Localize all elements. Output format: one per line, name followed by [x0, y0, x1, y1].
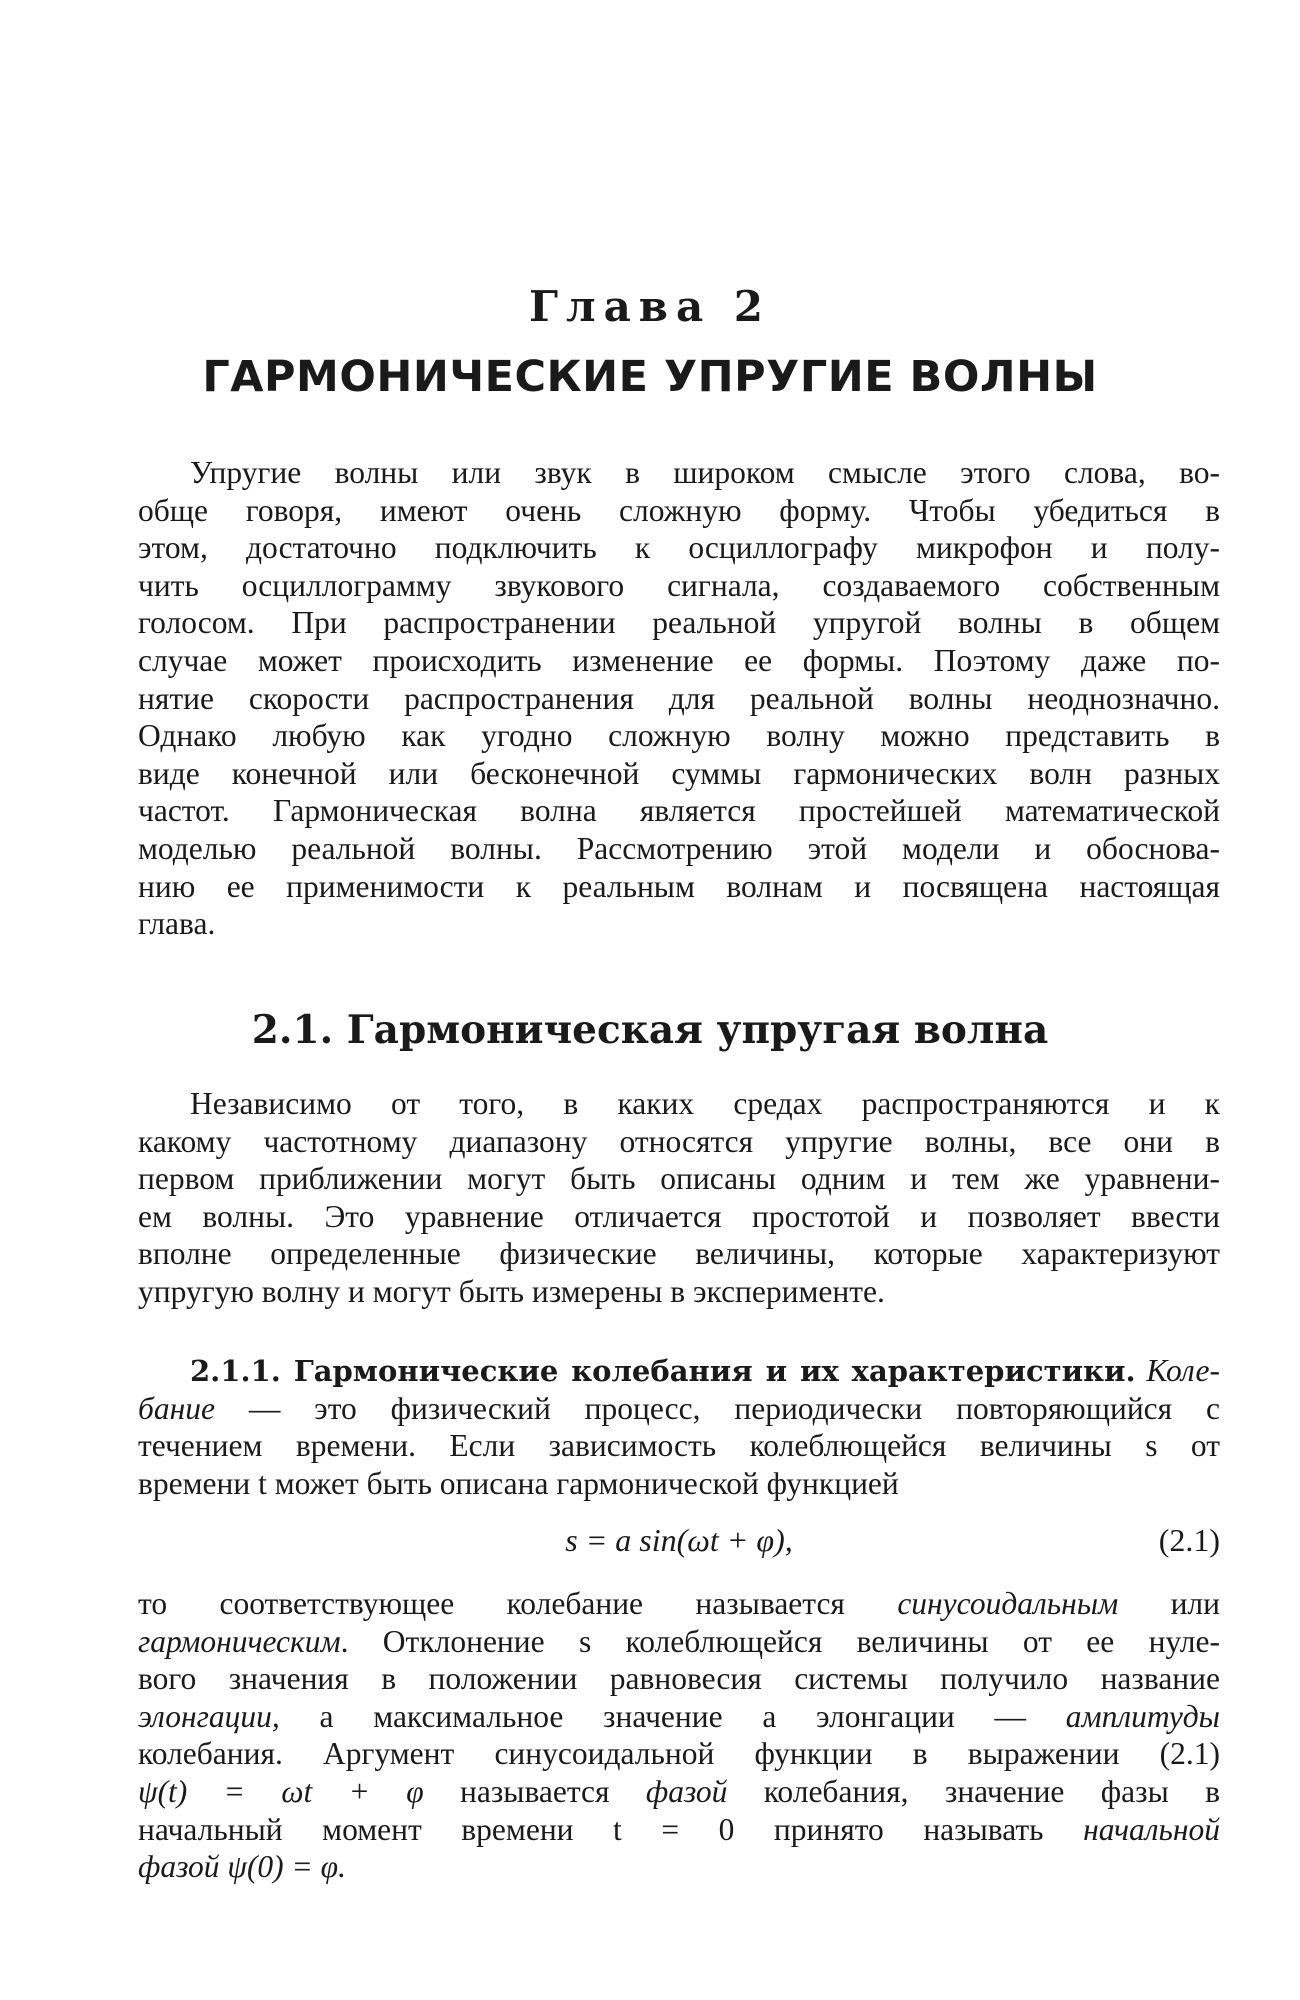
intro-line: обще говоря, имеют очень сложную форму. Чтобы убедиться в — [138, 492, 1220, 528]
italic-term: Коле- — [1146, 1353, 1220, 1388]
subsection-line — [138, 1352, 1220, 1390]
section-line: упругую волну и могут быть измерены в эксперименте. — [138, 1273, 885, 1309]
section-line: ем волны. Это уравнение отличается простотой и позволяет ввести — [138, 1198, 1220, 1234]
section-line: первом приближении могут быть описаны одним и тем же уравнени- — [138, 1161, 1220, 1197]
paragraph-line — [138, 1848, 1220, 1886]
section-heading: 2.1. Гармоническая упругая волна — [251, 1007, 1049, 1053]
intro-line: моделью реальной волны. Рассмотрению этой модели и обоснова- — [138, 830, 1220, 866]
text-fragment: или — [1118, 1586, 1220, 1621]
italic-term: фазой — [645, 1773, 728, 1809]
paragraph-line — [138, 1585, 1220, 1623]
text-fragment: то соответствующее колебание называется — [138, 1586, 898, 1621]
paragraph-line — [138, 1623, 1220, 1661]
section-paragraph — [138, 1085, 1220, 1311]
italic-term: амплитуды — [1065, 1698, 1220, 1734]
intro-line: этом, достаточно подключить к осциллографу микрофон и полу- — [138, 530, 1220, 566]
intro-line: нятие скорости распространения для реальной волны неоднозначно. — [138, 680, 1220, 716]
intro-line: чить осциллограмму звукового сигнала, создаваемого собственным — [138, 567, 1220, 603]
intro-line: нию ее применимости к реальным волнам и посвящена настоящая — [138, 868, 1220, 904]
subsection-line: течением времени. Если зависимость колеблющейся величины s от — [138, 1428, 1220, 1464]
intro-line: голосом. При распространении реальной упругой волны в общем — [138, 605, 1220, 641]
paragraph-line — [138, 1698, 1220, 1736]
italic-term: синусоидальным — [897, 1586, 1119, 1621]
intro-paragraph — [138, 454, 1220, 943]
text-fragment: а максимальное значение a элонгации — — [279, 1698, 1066, 1734]
paragraph-line — [138, 1811, 1220, 1849]
equation-number: (2.1) — [1158, 1522, 1220, 1558]
text-fragment: называется — [423, 1773, 646, 1809]
paragraph-line: колебания. Аргумент синусоидальной функции в выражении (2.1) — [138, 1736, 1220, 1772]
text-fragment: колебания, значение фазы в — [727, 1773, 1220, 1809]
chapter-label: Глава 2 — [528, 282, 772, 331]
italic-term: фазой — [138, 1849, 220, 1885]
chapter-title: ГАРМОНИЧЕСКИЕ УПРУГИЕ ВОЛНЫ — [202, 352, 1098, 402]
subsection-line: времени t может быть описана гармонической функцией — [138, 1465, 899, 1501]
italic-term: начальной — [1083, 1811, 1220, 1847]
intro-line: случае может происходить изменение ее формы. Поэтому даже по- — [138, 642, 1220, 678]
italic-term: бание — [138, 1390, 215, 1426]
subsection-paragraph — [138, 1352, 1220, 1502]
paragraph-line: вого значения в положении равновесия системы получило название — [138, 1661, 1220, 1697]
math-inline: ψ(0) = φ. — [219, 1849, 346, 1885]
equation — [138, 1522, 1220, 1566]
subsection-title: 2.1.1. Гармонические колебания и их характеристики. — [190, 1354, 1136, 1388]
italic-term: гармоническим — [138, 1623, 341, 1659]
intro-line: глава. — [138, 906, 216, 942]
text-fragment: начальный момент времени t = 0 принято называть — [138, 1811, 1084, 1847]
section-line: Независимо от того, в каких средах распространяются и к — [190, 1086, 1220, 1121]
intro-line: виде конечной или бесконечной суммы гармонических волн разных — [138, 755, 1220, 791]
after-equation-paragraph — [138, 1585, 1220, 1886]
italic-term: элонгации, — [138, 1698, 280, 1734]
paragraph-line — [138, 1773, 1220, 1811]
section-line: вполне определенные физические величины, которые характеризуют — [138, 1236, 1220, 1272]
section-line: какому частотному диапазону относятся упругие волны, все они в — [138, 1123, 1220, 1159]
math-inline: ψ(t) = ωt + φ — [138, 1773, 424, 1809]
intro-line: Однако любую как угодно сложную волну можно представить в — [138, 718, 1220, 754]
intro-line: частот. Гармоническая волна является простейшей математической — [138, 793, 1220, 829]
intro-line: Упругие волны или звук в широком смысле этого слова, во- — [190, 455, 1220, 490]
text-fragment: — это физический процесс, периодически повторяющийся с — [214, 1390, 1220, 1426]
text-fragment: . Отклонение s колеблющейся величины от ее нуле- — [340, 1623, 1220, 1659]
equation-formula: s = a sin(ωt + φ), — [565, 1522, 793, 1558]
subsection-line — [138, 1390, 1220, 1428]
